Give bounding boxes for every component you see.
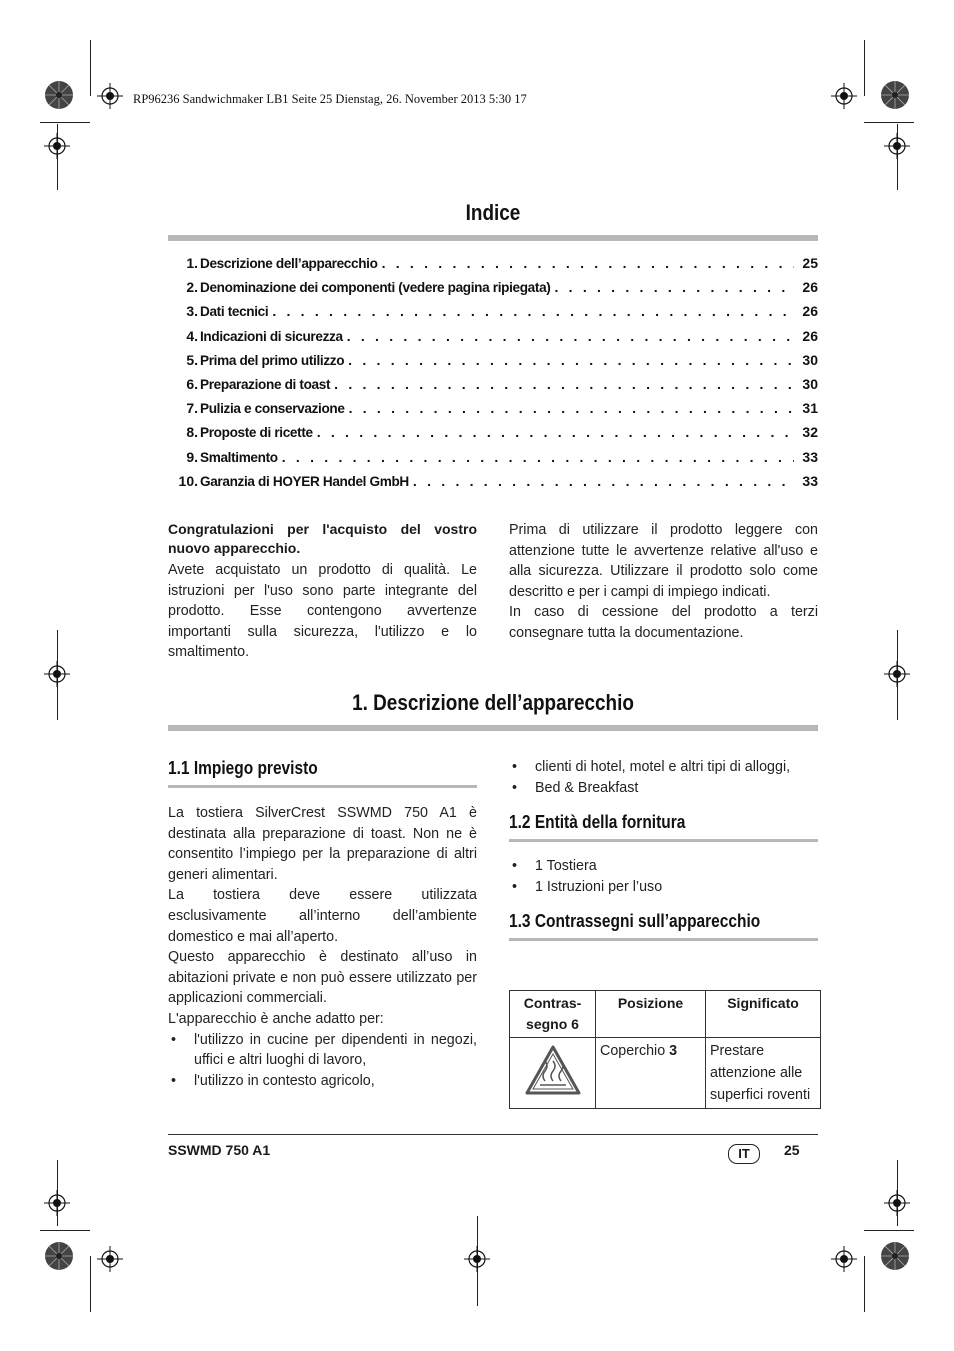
toc-row[interactable]: 7. Pulizia e conservazione . . . 31: [168, 400, 818, 424]
toc-label: Descrizione dell’apparecchio: [200, 256, 378, 271]
list-item: • l'utilizzo in cucine per dipendenti in negozi, uffici e altri luoghi di lavoro,: [168, 1030, 477, 1071]
intended-use-p4: L'apparecchio è anche adatto per:: [168, 1010, 384, 1027]
registration-mark-icon: [831, 1246, 857, 1272]
list-item: • 1 Tostiera: [509, 856, 818, 877]
table-cell-meaning: Prestare attenzione alle superfici roventi: [706, 1038, 821, 1109]
toc-row[interactable]: 9. Smaltimento . . . 33: [168, 449, 818, 473]
registration-mark-icon: [884, 661, 910, 687]
index-title: Indice: [465, 200, 521, 225]
section-1-title: 1. Descrizione dell’apparecchio: [352, 690, 634, 715]
subheading-1-3: 1.3 Contrassegni sull’apparecchio: [509, 911, 761, 932]
color-rosette-icon: [880, 1241, 910, 1271]
toc-row[interactable]: 6. Preparazione di toast . . . 30: [168, 376, 818, 400]
section-1-right-column: [509, 757, 818, 941]
hot-surface-warning-icon: [523, 1043, 583, 1097]
intro-left-text: Avete acquistato un prodotto di qualità. Le istruzioni per l'uso sono parte integrante del prodotto. Esse contengono avvertenze importanti sulla sicurezza, l'utilizzo e lo smaltimento.: [168, 562, 477, 661]
delivery-list: [509, 856, 818, 897]
registration-mark-icon: [44, 133, 70, 159]
toc-page: 32: [802, 424, 818, 441]
intended-use-p1: La tostiera SilverCrest SSWMD 750 A1 è destinata alla preparazione di toast. Non ne è consentito l’impiego per la preparazione di altri generi alimentari.: [168, 805, 477, 883]
list-item: • Bed & Breakfast: [509, 778, 818, 799]
intended-use-list-continued: [509, 757, 818, 798]
footer-rule: [168, 1134, 818, 1135]
toc-page: 26: [802, 303, 818, 320]
index-title-bar: [168, 235, 818, 241]
color-rosette-icon: [44, 80, 74, 110]
registration-mark-icon: [884, 1190, 910, 1216]
toc-row[interactable]: 4. Indicazioni di sicurezza . . . 26: [168, 328, 818, 352]
toc-label: Garanzia di HOYER Handel GmbH: [200, 473, 409, 489]
intended-use-p2: La tostiera deve essere utilizzata esclusivamente all’interno dell’ambiente domestico e mai all’aperto.: [168, 887, 477, 945]
color-rosette-icon: [44, 1241, 74, 1271]
toc-row[interactable]: 1. Descrizione dell’apparecchio . . . 25: [168, 255, 818, 279]
table-cell-position: Coperchio 3: [596, 1038, 706, 1109]
toc-label: Pulizia e conservazione: [200, 401, 345, 417]
registration-mark-icon: [44, 1190, 70, 1216]
toc-row[interactable]: 8. Proposte di ricette . . . 32: [168, 424, 818, 448]
registration-mark-icon: [831, 83, 857, 109]
table-header-position: Posizione: [596, 991, 706, 1038]
toc-page: 26: [802, 327, 818, 344]
table-row: [510, 1038, 821, 1109]
toc-page: 30: [802, 351, 818, 368]
toc-label: Indicazioni di sicurezza: [200, 328, 343, 344]
toc-label: Dati tecnici: [200, 304, 269, 320]
registration-mark-icon: [97, 83, 123, 109]
color-rosette-icon: [880, 80, 910, 110]
table-header-row: [510, 991, 821, 1038]
toc-row[interactable]: 10. Garanzia di HOYER Handel GmbH . . . 33: [168, 473, 818, 497]
registration-mark-icon: [884, 133, 910, 159]
intro-right-text-1: Prima di utilizzare il prodotto leggere con attenzione tutte le avvertenze relative all'uso e alla sicurezza. Utilizzare il prodotto solo come descritto e per i campi di impiego indicati.: [509, 522, 818, 600]
registration-mark-icon: [44, 661, 70, 687]
section-1-title-bar: [168, 725, 818, 731]
toc-page: 33: [802, 448, 818, 465]
markings-table: [509, 990, 821, 1109]
toc-page: 33: [802, 472, 818, 489]
subheading-1-1: 1.1 Impiego previsto: [168, 758, 318, 778]
congrats-heading: Congratulazioni per l'acquisto del vostro nuovo apparecchio.: [168, 521, 477, 556]
toc-page: 25: [802, 255, 818, 271]
toc-label: Denominazione dei componenti (vedere pagina ripiegata): [200, 280, 551, 296]
footer-model: SSWMD 750 A1: [168, 1142, 271, 1158]
intro-right-column: [509, 520, 818, 644]
intro-left-column: [168, 520, 477, 663]
toc-label: Proposte di ricette: [200, 425, 313, 441]
registration-mark-icon: [97, 1246, 123, 1272]
subheading-rule: [509, 938, 818, 941]
table-of-contents: [168, 255, 818, 497]
intended-use-p3: Questo apparecchio è destinato all’uso in abitazioni private e non può essere utilizzato per applicazioni commerciali.: [168, 949, 477, 1007]
page-number: 25: [784, 1142, 800, 1158]
print-header-line: RP96236 Sandwichmaker LB1 Seite 25 Dienstag, 26. November 2013 5:30 17: [133, 92, 527, 106]
table-header-marking: Contras- segno 6: [510, 991, 596, 1038]
intro-right-text-2: In caso di cessione del prodotto a terzi consegnare tutta la documentazione.: [509, 604, 818, 641]
section-1-left-column: [168, 758, 477, 1091]
list-item: • l'utilizzo in contesto agricolo,: [168, 1071, 477, 1092]
toc-label: Preparazione di toast: [200, 376, 331, 392]
list-item: • 1 Istruzioni per l’uso: [509, 877, 818, 898]
toc-page: 30: [802, 375, 818, 392]
registration-mark-icon: [464, 1246, 490, 1272]
table-cell-icon: [510, 1038, 596, 1109]
table-header-meaning: Significato: [706, 991, 821, 1038]
toc-label: Smaltimento: [200, 449, 278, 465]
subheading-1-2: 1.2 Entità della fornitura: [509, 812, 686, 833]
toc-label: Prima del primo utilizzo: [200, 352, 345, 368]
toc-page: 31: [802, 400, 818, 417]
toc-row[interactable]: 5. Prima del primo utilizzo . . . 30: [168, 352, 818, 376]
language-badge: IT: [728, 1144, 760, 1164]
toc-row[interactable]: 2. Denominazione dei componenti (vedere pagina ripiegata) . . . 26: [168, 279, 818, 303]
toc-row[interactable]: 3. Dati tecnici . . . 26: [168, 303, 818, 327]
intended-use-list: [168, 1030, 477, 1092]
list-item: • clienti di hotel, motel e altri tipi di alloggi,: [509, 757, 818, 778]
toc-page: 26: [802, 279, 818, 296]
